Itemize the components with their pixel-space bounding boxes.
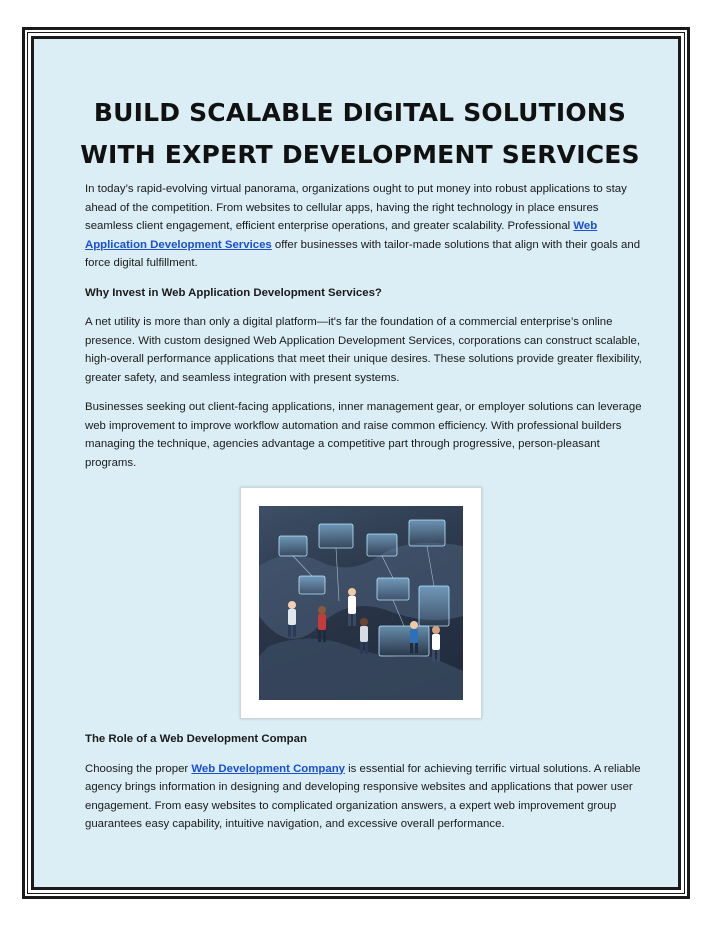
section-heading-role: The Role of a Web Development Compan [85,733,307,745]
main-content [85,180,645,483]
digital-network-illustration [259,506,463,700]
illustration-frame [240,487,482,719]
section2-text-start: Choosing the proper [85,762,192,775]
title-line-2: WITH EXPERT DEVELOPMENT SERVICES [80,140,640,169]
section2-text-end: is essential for achieving terrific virtual solutions. A reliable agency brings information in designing and developing responsive websites and applications that power user engagement. From easy websites to complicated organization answers, a expert web improvement group guarantees easy capability, intuitive navigation, and excessive overall performance. [85,762,641,830]
section-role-of-company [85,730,645,845]
web-application-development-services-link[interactable]: Web Application Development Services [85,220,598,251]
page-title [60,92,660,176]
section-heading-why-invest: Why Invest in Web Application Development Services? [85,286,382,299]
intro-text-end: offer businesses with tailor-made solutions that align with their goals and force digital fulfillment. [85,238,641,269]
section1-paragraph-2: Businesses seeking out client-facing applications, inner management gear, or employer solutions can leverage web improvement to improve workflow automation and raise common efficiency. With professional builders managing the technique, agencies advantage a competitive part through progressive, person-pleasant programs. [85,401,642,469]
title-line-1: BUILD SCALABLE DIGITAL SOLUTIONS [93,98,627,127]
illustration-image [259,506,463,700]
section2-paragraph [85,760,645,834]
section1-paragraph-1: A net utility is more than only a digital platform—it's far the foundation of a commercial enterprise’s online presence. With custom designed Web Application Development Services, corporations can construct scalable, high-overall performance applications that meet their unique desires. These solutions provide greater flexibility, greater safety, and seamless integration with present systems. [85,316,642,384]
intro-paragraph [85,180,645,273]
web-development-company-link[interactable]: Web Development Company [191,762,345,775]
intro-text-start: In today’s rapid-evolving virtual panorama, organizations ought to put money into robust applications to stay ahead of the competition. From websites to cellular apps, having the right technology in place ensures seamless client engagement, efficient enterprise operations, and greater scalability. Professional [85,183,627,232]
